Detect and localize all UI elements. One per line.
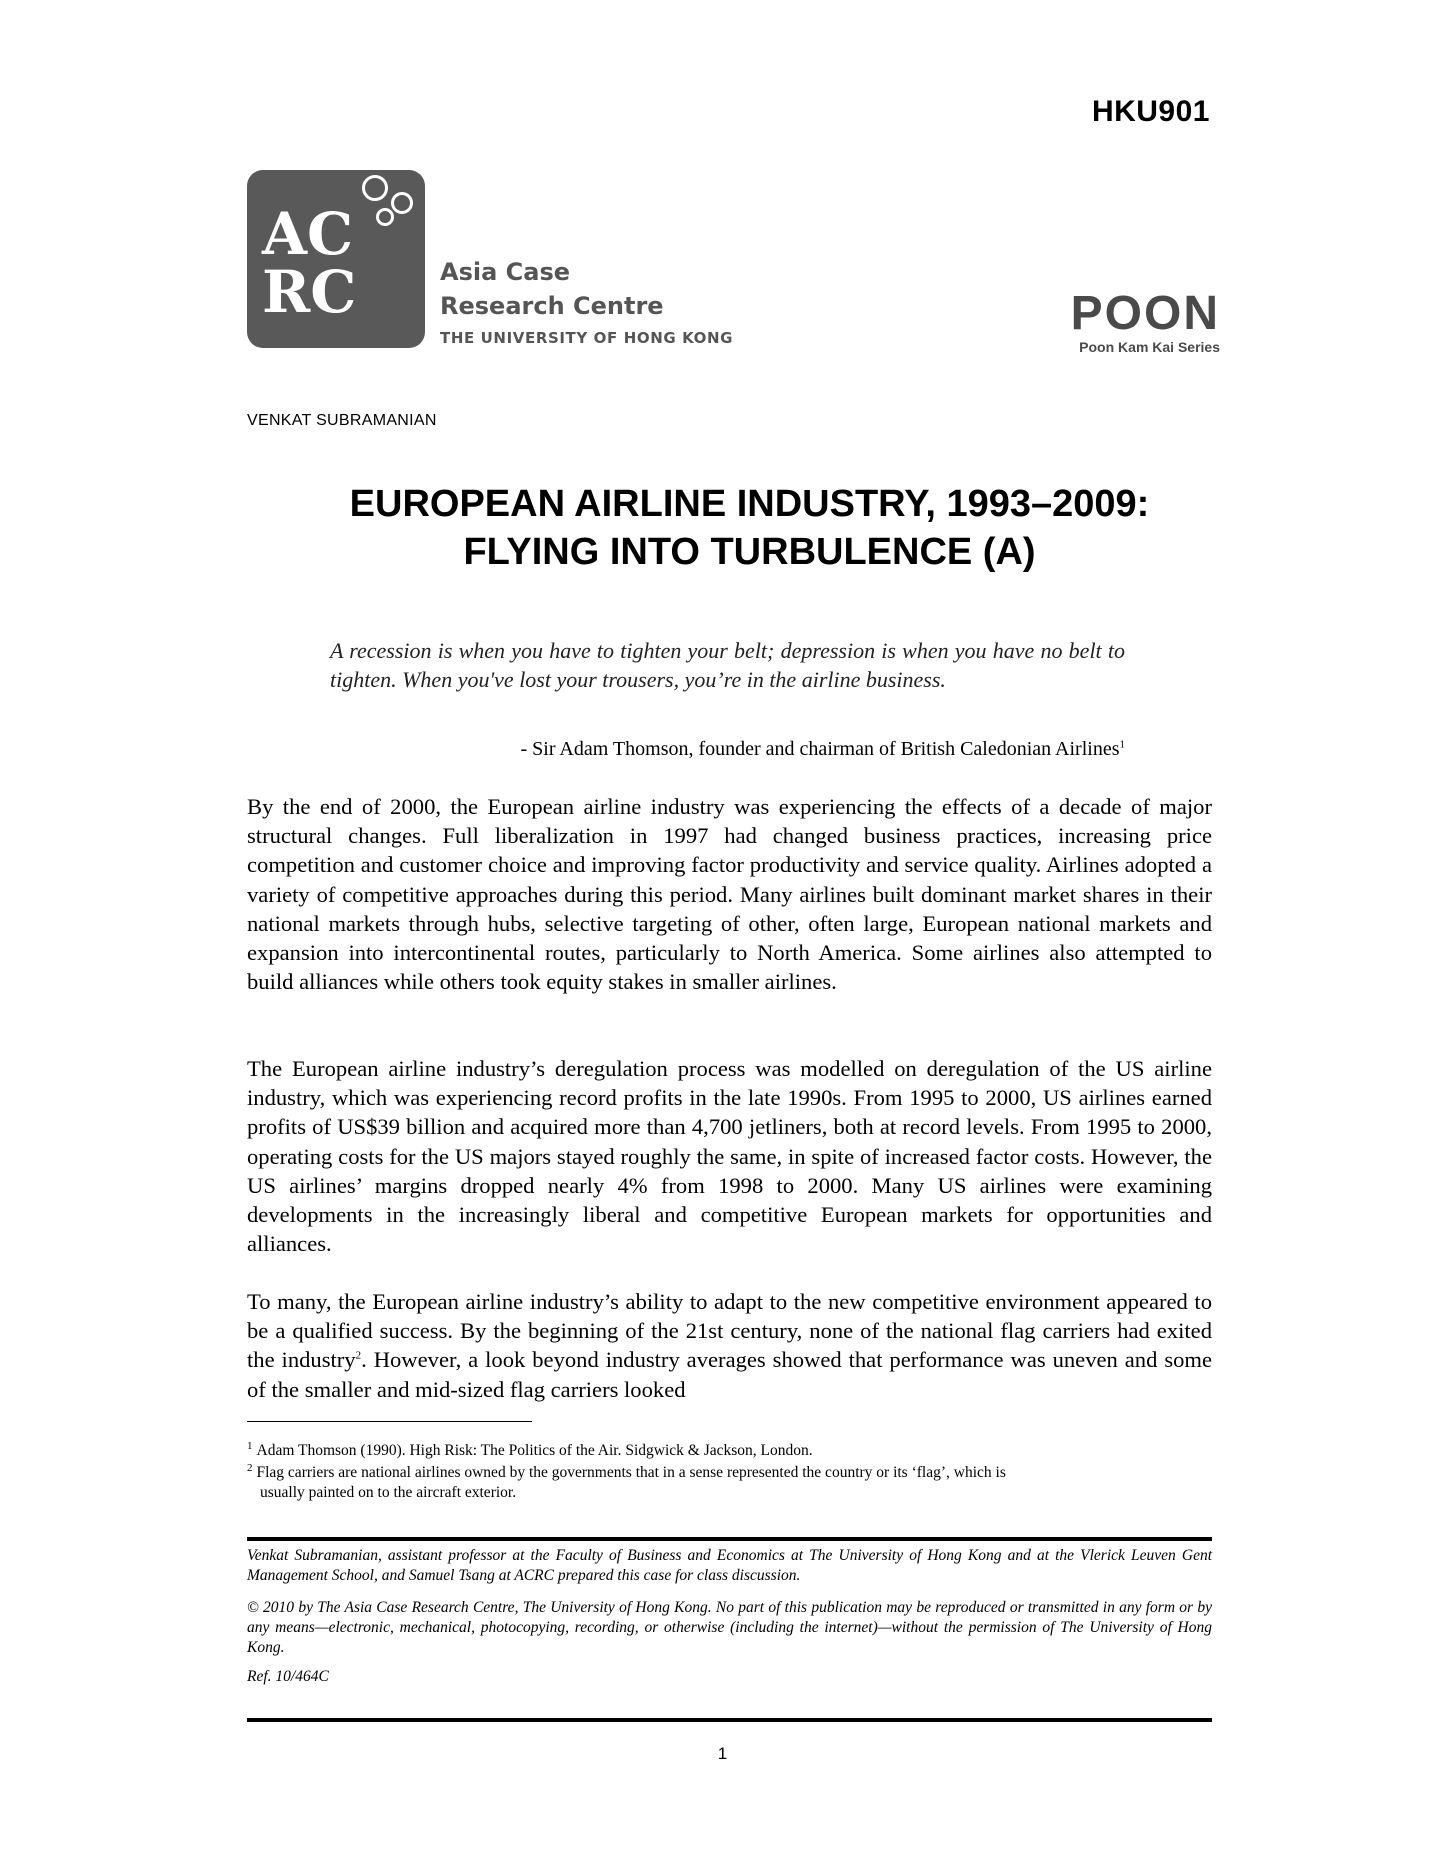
- logo-dot-medium: [391, 192, 413, 214]
- author-name: VENKAT SUBRAMANIAN: [247, 412, 437, 429]
- logo-dot-large: [362, 175, 388, 201]
- acrc-letters: AC RC: [262, 200, 357, 326]
- footnote-ref: 1: [1119, 738, 1125, 751]
- epigraph-quote: A recession is when you have to tighten your belt; depression is when you have no belt to tighten. When you've lost your trousers, you’re in the airline business.: [330, 638, 1125, 692]
- case-code: HKU901: [1091, 95, 1210, 128]
- body-paragraph: By the end of 2000, the European airline industry was experiencing the effects of a decade of major structural changes. Full liberalization in 1997 had changed business practices, increasing price competition and customer choice and improving factor productivity and service quality. Airlines adopted a variety of competitive approaches during this period. Many airlines built dominant market shares in their national markets through hubs, selective targeting of other, often large, European national markets and expansion into intercontinental routes, particularly to North America. Some airlines also attempted to build alliances while others took equity stakes in smaller airlines.: [247, 794, 1212, 995]
- body-paragraph: To many, the European airline industry’s ability to adapt to the new competitive environment appeared to be a qualified success. By the beginning of the 21st century, none of the national flag carriers had exited the industry$^2$. However, a look beyond industry averages showed that performance was uneven and some of the smaller and mid-sized flag carriers looked: [247, 1289, 1213, 1402]
- footnote-divider: [247, 1421, 532, 1422]
- epigraph-attribution: - Sir Adam Thomson, founder and chairman of British Caledonian Airlines$^1$: [520, 738, 1125, 760]
- reference-number: Ref. 10/464C: [247, 1668, 329, 1685]
- poon-logo-word: POON: [1070, 287, 1220, 340]
- poon-logo-series: Poon Kam Kai Series: [1079, 339, 1220, 355]
- footnote: $^1$ Adam Thomson (1990). High Risk: The Politics of the Air. Sidgwick & Jackson, London.: [247, 1440, 813, 1460]
- poon-logo: [1020, 287, 1220, 356]
- footnote: $^2$ Flag carriers are national airlines owned by the governments that in a sense represented the country or its ‘flag’, which is usually painted on to the aircraft exterior.: [247, 1462, 1006, 1502]
- acrc-name: Asia Case Research Centre THE UNIVERSITY OF HONG KONG: [440, 258, 734, 347]
- document-title: EUROPEAN AIRLINE INDUSTRY, 1993–2009: FLYING INTO TURBULENCE (A): [349, 483, 1150, 573]
- preparation-note: Venkat Subramanian, assistant professor at the Faculty of Business and Economics at The University of Hong Kong and at the Vlerick Leuven Gent Management School, and Samuel Tsang at ACRC prepared this case for class discussion.: [247, 1547, 1212, 1584]
- footnote-ref: 2: [355, 1349, 362, 1362]
- body-paragraph: The European airline industry’s deregulation process was modelled on deregulation of the US airline industry, which was experiencing record profits in the late 1990s. From 1995 to 2000, US airlines earned profits of US$39 billion and acquired more than 4,700 jetliners, both at record levels. From 1995 to 2000, operating costs for the US majors stayed roughly the same, in spite of increased factor costs. However, the US airlines’ margins dropped nearly 4% from 1998 to 2000. Many US airlines were examining developments in the increasingly liberal and competitive European markets for opportunities and alliances.: [247, 1056, 1212, 1257]
- credits-divider-top: [247, 1537, 1212, 1541]
- copyright-notice: © 2010 by The Asia Case Research Centre, The University of Hong Kong. No part of this publication may be reproduced or transmitted in any form or by any means—electronic, mechanical, photocopying, recording, or otherwise (including the internet)—without the permission of The University of Hong Kong.: [247, 1599, 1212, 1656]
- page-number: 1: [717, 1744, 728, 1763]
- logo-dot-small: [376, 208, 394, 226]
- credits-divider-bottom: [247, 1718, 1212, 1722]
